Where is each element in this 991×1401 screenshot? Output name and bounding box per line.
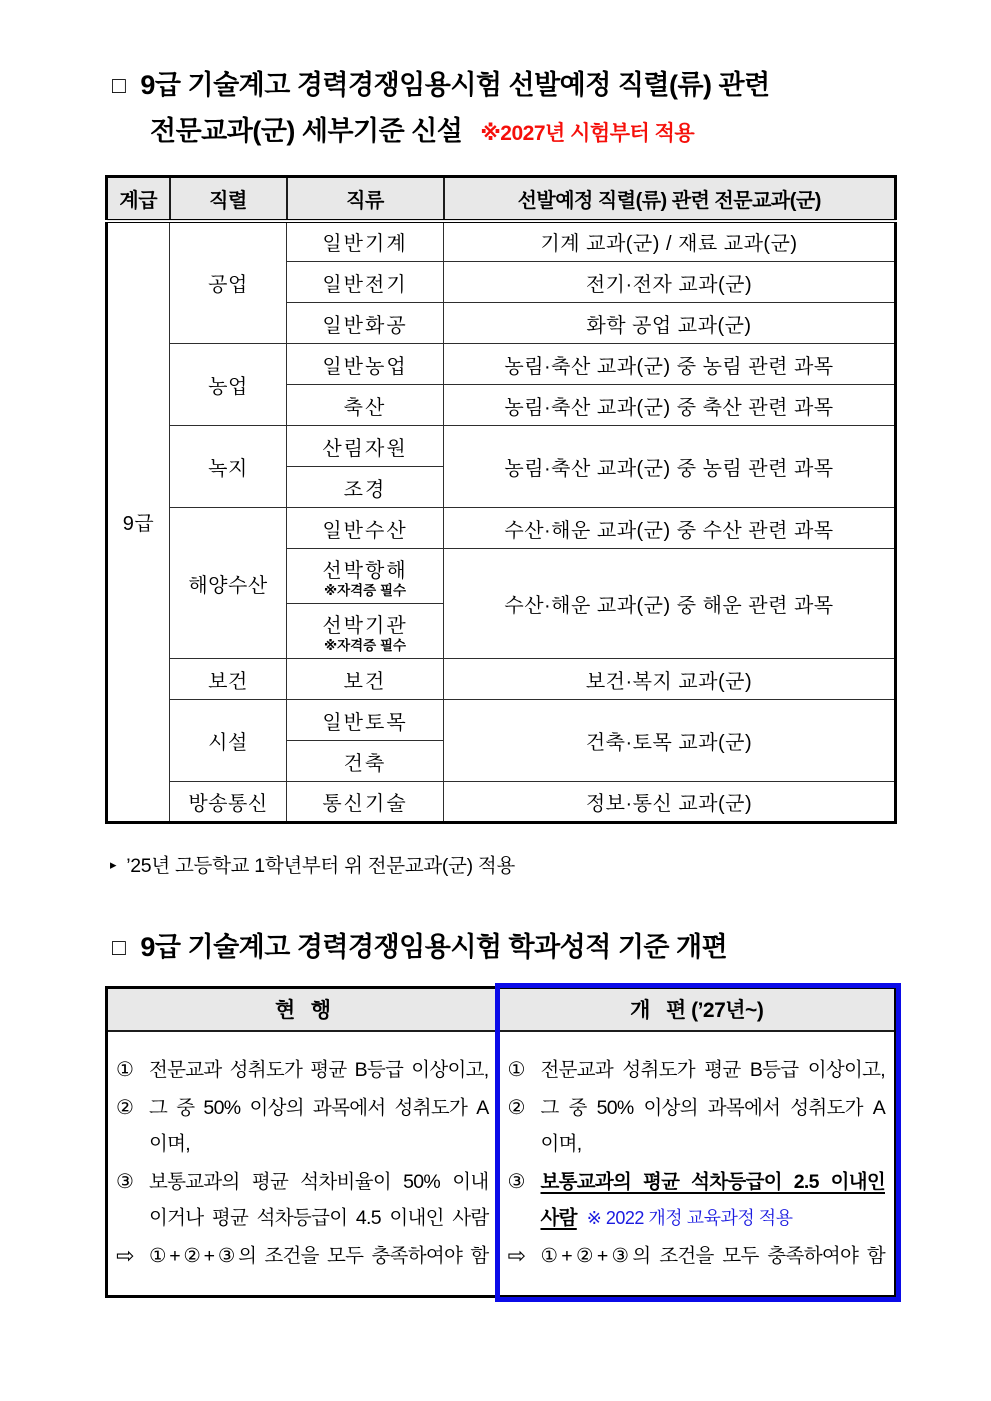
comparison-table-wrap <box>105 986 897 1298</box>
class-cell: 일반토목 <box>287 700 444 741</box>
item-line: 이며, <box>540 1132 582 1155</box>
class-cell <box>287 604 444 659</box>
section1-title-line2-row <box>150 108 991 157</box>
comparison-body-row <box>107 1031 896 1297</box>
comparison-table <box>105 986 897 1298</box>
class-cell: 일반기계 <box>287 221 444 262</box>
current-column-body <box>107 1031 499 1297</box>
item-line-emphasis <box>541 1164 886 1200</box>
list-item <box>508 1052 886 1088</box>
subject-cell: 농림·축산 교과(군) 중 농림 관련 과목 <box>444 426 896 508</box>
col-header-class: 직류 <box>287 177 444 221</box>
table-row <box>107 221 896 262</box>
class-cell: 산림자원 <box>287 426 444 467</box>
item-line: 전문교과 성취도가 평균 B등급 이상이고, <box>540 1058 885 1081</box>
list-item <box>116 1164 489 1236</box>
section1-title-line1: 9급 기술계고 경력경쟁임용시험 선발예정 직렬(류) 관련 <box>140 70 770 100</box>
col-header-subject: 선발예정 직렬(류) 관련 전문교과(군) <box>444 177 896 221</box>
table-row <box>107 782 896 823</box>
item-line: 보통교과의 평균 석차비율이 50% 이내 <box>149 1170 489 1193</box>
class-cell: 일반화공 <box>287 303 444 344</box>
subject-cell: 수산·해운 교과(군) 중 해운 관련 과목 <box>444 549 896 659</box>
item-marker: ③ <box>116 1170 134 1193</box>
item-marker: ① <box>116 1058 134 1081</box>
item-marker: ① <box>507 1058 525 1081</box>
list-item <box>508 1090 886 1162</box>
item-marker: ② <box>507 1096 525 1119</box>
underlined-text: 사람 <box>540 1206 577 1229</box>
subject-cell: 보건·복지 교과(군) <box>444 659 896 700</box>
comparison-header-row <box>107 988 896 1031</box>
series-cell: 공업 <box>170 221 287 344</box>
section2-title <box>112 924 991 970</box>
item-line: 이거나 평균 석차등급이 4.5 이내인 사람 <box>149 1206 489 1229</box>
class-cell: 건축 <box>287 741 444 782</box>
class-name: 선박항해 <box>322 559 408 582</box>
table-row <box>107 700 896 741</box>
table-row <box>107 344 896 385</box>
series-cell: 농업 <box>170 344 287 426</box>
class-cell: 일반전기 <box>287 262 444 303</box>
checkbox-icon: □ <box>112 72 126 98</box>
curriculum-note: ※ 2022 개정 교육과정 적용 <box>586 1207 793 1228</box>
subject-cell: 건축·토목 교과(군) <box>444 700 896 782</box>
selection-subject-table <box>105 175 897 824</box>
list-item <box>508 1238 886 1274</box>
subject-cell: 농림·축산 교과(군) 중 축산 관련 과목 <box>444 385 896 426</box>
item-line: 그 중 50% 이상의 과목에서 성취도가 A <box>540 1096 885 1119</box>
revised-column-body <box>499 1031 896 1297</box>
subject-cell: 수산·해운 교과(군) 중 수산 관련 과목 <box>444 508 896 549</box>
class-cell: 일반수산 <box>287 508 444 549</box>
class-cell: 일반농업 <box>287 344 444 385</box>
section-grade-criteria <box>0 924 991 970</box>
col-header-series: 직렬 <box>170 177 287 221</box>
subject-cell: 정보·통신 교과(군) <box>444 782 896 823</box>
series-cell: 보건 <box>170 659 287 700</box>
list-item <box>508 1164 886 1236</box>
list-item <box>116 1090 489 1162</box>
subject-cell: 농림·축산 교과(군) 중 농림 관련 과목 <box>444 344 896 385</box>
table-row <box>107 426 896 467</box>
class-cell <box>287 549 444 604</box>
item-line: ①+②+③의 조건을 모두 충족하여야 함 <box>149 1244 489 1267</box>
list-item <box>116 1052 489 1088</box>
underlined-text: 보통교과의 평균 석차등급이 2.5 이내인 <box>540 1170 885 1193</box>
section2-title-text: 9급 기술계고 경력경쟁임용시험 학과성적 기준 개편 <box>140 932 728 962</box>
triangle-bullet-icon: ▸ <box>110 857 117 872</box>
class-cell: 축산 <box>287 385 444 426</box>
item-line: 그 중 50% 이상의 과목에서 성취도가 A <box>149 1096 489 1119</box>
class-cell: 통신기술 <box>287 782 444 823</box>
section1-red-note: ※2027년 시험부터 적용 <box>480 122 695 145</box>
item-line-emphasis <box>541 1200 886 1236</box>
item-marker: ③ <box>507 1170 525 1193</box>
arrow-marker-icon: ⇨ <box>116 1242 134 1268</box>
list-item <box>116 1238 489 1274</box>
class-name: 선박기관 <box>322 614 408 637</box>
table-footnote <box>110 850 991 878</box>
class-cell: 보건 <box>287 659 444 700</box>
subject-cell: 화학 공업 교과(군) <box>444 303 896 344</box>
series-cell: 해양수산 <box>170 508 287 659</box>
section1-title-line2: 전문교과(군) 세부기준 신설 <box>150 116 463 146</box>
certificate-note: ※자격증 필수 <box>323 582 407 598</box>
table-row <box>107 508 896 549</box>
item-marker: ② <box>116 1096 134 1119</box>
section1-title <box>112 62 991 108</box>
revised-column-header: 개 편 (’27년~) <box>499 988 896 1031</box>
footnote-text: ’25년 고등학교 1학년부터 위 전문교과(군) 적용 <box>126 855 516 877</box>
checkbox-icon: □ <box>112 934 126 960</box>
item-line: 이며, <box>149 1132 190 1155</box>
table1-header-row <box>107 177 896 221</box>
series-cell: 녹지 <box>170 426 287 508</box>
class-cell: 조경 <box>287 467 444 508</box>
series-cell: 방송통신 <box>170 782 287 823</box>
section-subject-criteria <box>0 0 991 157</box>
current-column-header: 현 행 <box>107 988 499 1031</box>
series-cell: 시설 <box>170 700 287 782</box>
col-header-grade: 계급 <box>107 177 170 221</box>
subject-cell: 기계 교과(군) / 재료 교과(군) <box>444 221 896 262</box>
item-line: ①+②+③의 조건을 모두 충족하여야 함 <box>540 1244 885 1267</box>
arrow-marker-icon: ⇨ <box>507 1242 526 1268</box>
subject-cell: 전기·전자 교과(군) <box>444 262 896 303</box>
table-row <box>107 659 896 700</box>
grade-cell: 9급 <box>107 221 170 823</box>
certificate-note: ※자격증 필수 <box>323 637 407 653</box>
item-line: 전문교과 성취도가 평균 B등급 이상이고, <box>149 1058 489 1081</box>
